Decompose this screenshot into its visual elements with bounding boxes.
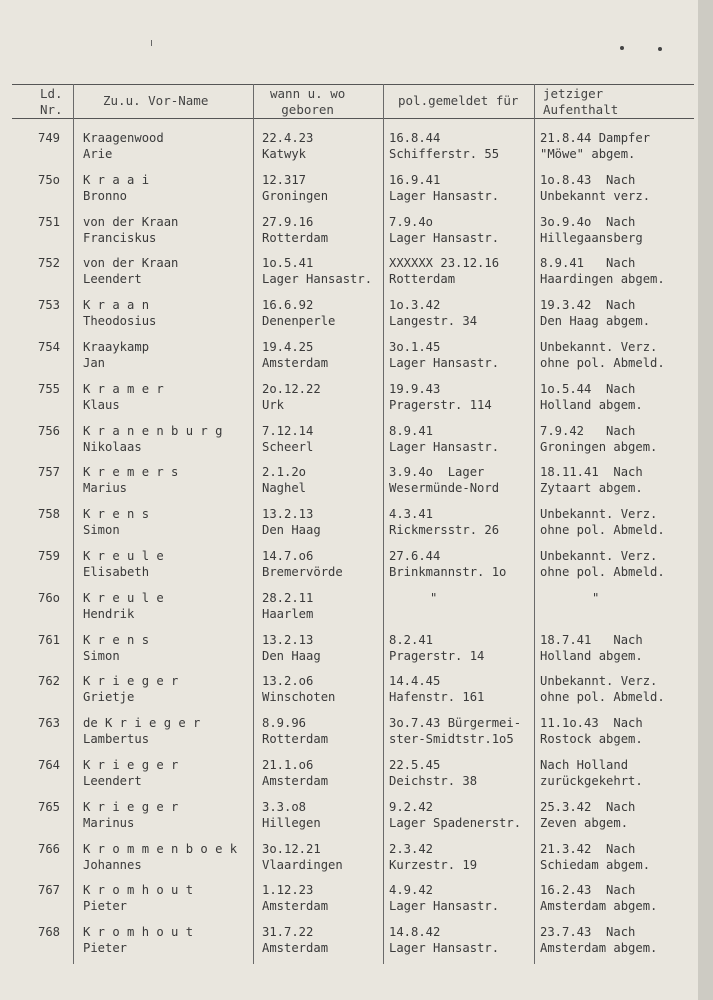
table-row <box>0 128 698 170</box>
row-registered: 22.5.45 Deichstr. 38 <box>389 758 478 788</box>
row-birth: 12.317 Groningen <box>262 172 329 203</box>
row-name: K r i e g e r Grietje <box>83 674 179 705</box>
row-name: Kraaykamp Jan <box>83 340 150 370</box>
row-number: 764 <box>38 758 61 772</box>
header-name: Zu.u. Vor-Name <box>103 93 209 108</box>
row-registered: " <box>430 590 438 605</box>
table-row <box>0 588 698 630</box>
row-birth: 2.1.2o Naghel <box>262 465 307 496</box>
row-residence: 11.1o.43 Nach Rostock abgem. <box>540 716 643 747</box>
row-number: 755 <box>38 381 61 396</box>
row-registered: 7.9.4o Lager Hansastr. <box>389 214 500 245</box>
row-registered: XXXXXX 23.12.16 Rotterdam <box>389 256 500 287</box>
row-name: de K r i e g e r Lambertus <box>83 716 201 747</box>
table-row <box>0 421 698 463</box>
row-registered: 1o.3.42 Langestr. 34 <box>389 298 478 329</box>
header-bottom-rule <box>12 118 694 119</box>
row-residence: 1o.8.43 Nach Unbekannt verz. <box>540 172 651 203</box>
row-name: K r a a n Theodosius <box>83 298 157 329</box>
row-residence: Unbekannt. Verz. ohne pol. Abmeld. <box>540 507 665 538</box>
row-birth: 31.7.22 Amsterdam <box>262 925 329 956</box>
row-birth: 13.2.o6 Winschoten <box>262 674 336 705</box>
row-number: 765 <box>38 799 61 814</box>
row-residence: Unbekannt. Verz. ohne pol. Abmeld. <box>540 674 665 705</box>
row-name: von der Kraan Franciskus <box>83 214 179 245</box>
row-registered: 9.2.42 Lager Spadenerstr. <box>389 799 522 830</box>
ink-dot <box>620 46 624 50</box>
row-birth: 1.12.23 Amsterdam <box>262 883 329 914</box>
row-number: 757 <box>38 465 61 480</box>
row-residence: 18.7.41 Nach Holland abgem. <box>540 632 643 663</box>
row-number: 751 <box>38 214 61 229</box>
row-number: 749 <box>38 131 61 145</box>
row-number: 761 <box>38 632 61 647</box>
row-number: 76o <box>38 590 61 605</box>
row-registered: 3.9.4o Lager Wesermünde-Nord <box>389 465 500 496</box>
row-name: K r e u l e Hendrik <box>83 590 164 621</box>
table-row <box>0 839 698 881</box>
row-name: K r a a i Bronno <box>83 172 150 203</box>
header-residence: jetziger Aufenthalt <box>543 86 619 117</box>
row-birth: 16.6.92 Denenperle <box>262 298 336 329</box>
header-top-rule <box>12 84 694 85</box>
table-row <box>0 295 698 337</box>
ink-dot <box>658 47 662 51</box>
row-registered: 27.6.44 Brinkmannstr. 1o <box>389 549 507 579</box>
header-registered: pol.gemeldet für <box>398 93 519 108</box>
row-residence: 21.8.44 Dampfer "Möwe" abgem. <box>540 131 651 161</box>
row-registered: 8.2.41 Pragerstr. 14 <box>389 632 485 663</box>
row-name: K r o m h o u t Pieter <box>83 925 194 956</box>
row-birth: 3o.12.21 Vlaardingen <box>262 841 343 872</box>
table-row <box>0 212 698 254</box>
table-row <box>0 462 698 504</box>
row-residence: 7.9.42 Nach Groningen abgem. <box>540 423 658 454</box>
row-name: K r a n e n b u r g Nikolaas <box>83 423 223 454</box>
row-registered: 16.8.44 Schifferstr. 55 <box>389 131 500 161</box>
row-number: 75o <box>38 172 61 187</box>
row-residence: 23.7.43 Nach Amsterdam abgem. <box>540 925 658 956</box>
row-name: K r e u l e Elisabeth <box>83 549 164 579</box>
row-registered: 14.8.42 Lager Hansastr. <box>389 925 500 956</box>
row-residence: 18.11.41 Nach Zytaart abgem. <box>540 465 643 496</box>
row-residence: Unbekannt. Verz. ohne pol. Abmeld. <box>540 340 665 370</box>
row-registered: 4.3.41 Rickmersstr. 26 <box>389 507 500 538</box>
row-residence: 8.9.41 Nach Haardingen abgem. <box>540 256 665 287</box>
table-row <box>0 630 698 672</box>
row-name: K r e n s Simon <box>83 507 150 538</box>
table-row <box>0 922 698 964</box>
row-number: 758 <box>38 507 61 522</box>
row-registered: 16.9.41 Lager Hansastr. <box>389 172 500 203</box>
table-row <box>0 170 698 212</box>
row-name: K r o m h o u t Pieter <box>83 883 194 914</box>
row-birth: 1o.5.41 Lager Hansastr. <box>262 256 373 287</box>
table-row <box>0 755 698 797</box>
row-number: 768 <box>38 925 61 940</box>
header-born: wann u. wo geboren <box>270 86 346 117</box>
ink-tick <box>151 40 152 46</box>
row-birth: 14.7.o6 Bremervörde <box>262 549 343 579</box>
row-registered: 14.4.45 Hafenstr. 161 <box>389 674 485 705</box>
row-birth: 28.2.11 Haarlem <box>262 590 314 621</box>
table-row <box>0 797 698 839</box>
row-registered: 2.3.42 Kurzestr. 19 <box>389 841 478 872</box>
table-row <box>0 337 698 379</box>
table-row <box>0 671 698 713</box>
row-birth: 27.9.16 Rotterdam <box>262 214 329 245</box>
row-birth: 13.2.13 Den Haag <box>262 507 321 538</box>
row-registered: 8.9.41 Lager Hansastr. <box>389 423 500 454</box>
table-row <box>0 713 698 755</box>
header-number: Ld. Nr. <box>40 86 63 117</box>
row-name: K r i e g e r Leendert <box>83 758 179 788</box>
row-residence: 3o.9.4o Nach Hillegaansberg <box>540 214 643 245</box>
row-residence: " <box>592 590 600 605</box>
row-birth: 13.2.13 Den Haag <box>262 632 321 663</box>
row-number: 752 <box>38 256 61 271</box>
row-residence: 25.3.42 Nach Zeven abgem. <box>540 799 636 830</box>
row-number: 759 <box>38 549 61 563</box>
table-row <box>0 880 698 922</box>
row-number: 754 <box>38 340 61 354</box>
row-residence: 1o.5.44 Nach Holland abgem. <box>540 381 643 412</box>
row-birth: 3.3.o8 Hillegen <box>262 799 321 830</box>
row-registered: 3o.7.43 Bürgermei- ster-Smidtstr.1o5 <box>389 716 522 747</box>
row-registered: 19.9.43 Pragerstr. 114 <box>389 381 492 412</box>
row-residence: 21.3.42 Nach Schiedam abgem. <box>540 841 651 872</box>
table-row <box>0 504 698 546</box>
table-row <box>0 379 698 421</box>
row-name: K r a m e r Klaus <box>83 381 164 412</box>
row-number: 762 <box>38 674 61 689</box>
table-row <box>0 546 698 588</box>
row-name: K r e m e r s Marius <box>83 465 179 496</box>
row-name: K r i e g e r Marinus <box>83 799 179 830</box>
row-residence: Unbekannt. Verz. ohne pol. Abmeld. <box>540 549 665 579</box>
row-number: 763 <box>38 716 61 731</box>
row-registered: 4.9.42 Lager Hansastr. <box>389 883 500 914</box>
table-row <box>0 253 698 295</box>
row-registered: 3o.1.45 Lager Hansastr. <box>389 340 500 370</box>
row-birth: 8.9.96 Rotterdam <box>262 716 329 747</box>
row-residence: Nach Holland zurückgekehrt. <box>540 758 643 788</box>
row-birth: 22.4.23 Katwyk <box>262 131 314 161</box>
row-number: 767 <box>38 883 61 898</box>
row-name: K r o m m e n b o e k Johannes <box>83 841 238 872</box>
row-number: 756 <box>38 423 61 438</box>
row-birth: 19.4.25 Amsterdam <box>262 340 329 370</box>
row-name: Kraagenwood Arie <box>83 131 164 161</box>
row-number: 766 <box>38 841 61 856</box>
row-name: von der Kraan Leendert <box>83 256 179 287</box>
page-edge <box>698 0 713 1000</box>
row-residence: 16.2.43 Nach Amsterdam abgem. <box>540 883 658 914</box>
row-birth: 2o.12.22 Urk <box>262 381 321 412</box>
row-birth: 7.12.14 Scheerl <box>262 423 314 454</box>
row-name: K r e n s Simon <box>83 632 150 663</box>
row-birth: 21.1.o6 Amsterdam <box>262 758 329 788</box>
row-number: 753 <box>38 298 61 313</box>
row-residence: 19.3.42 Nach Den Haag abgem. <box>540 298 651 329</box>
